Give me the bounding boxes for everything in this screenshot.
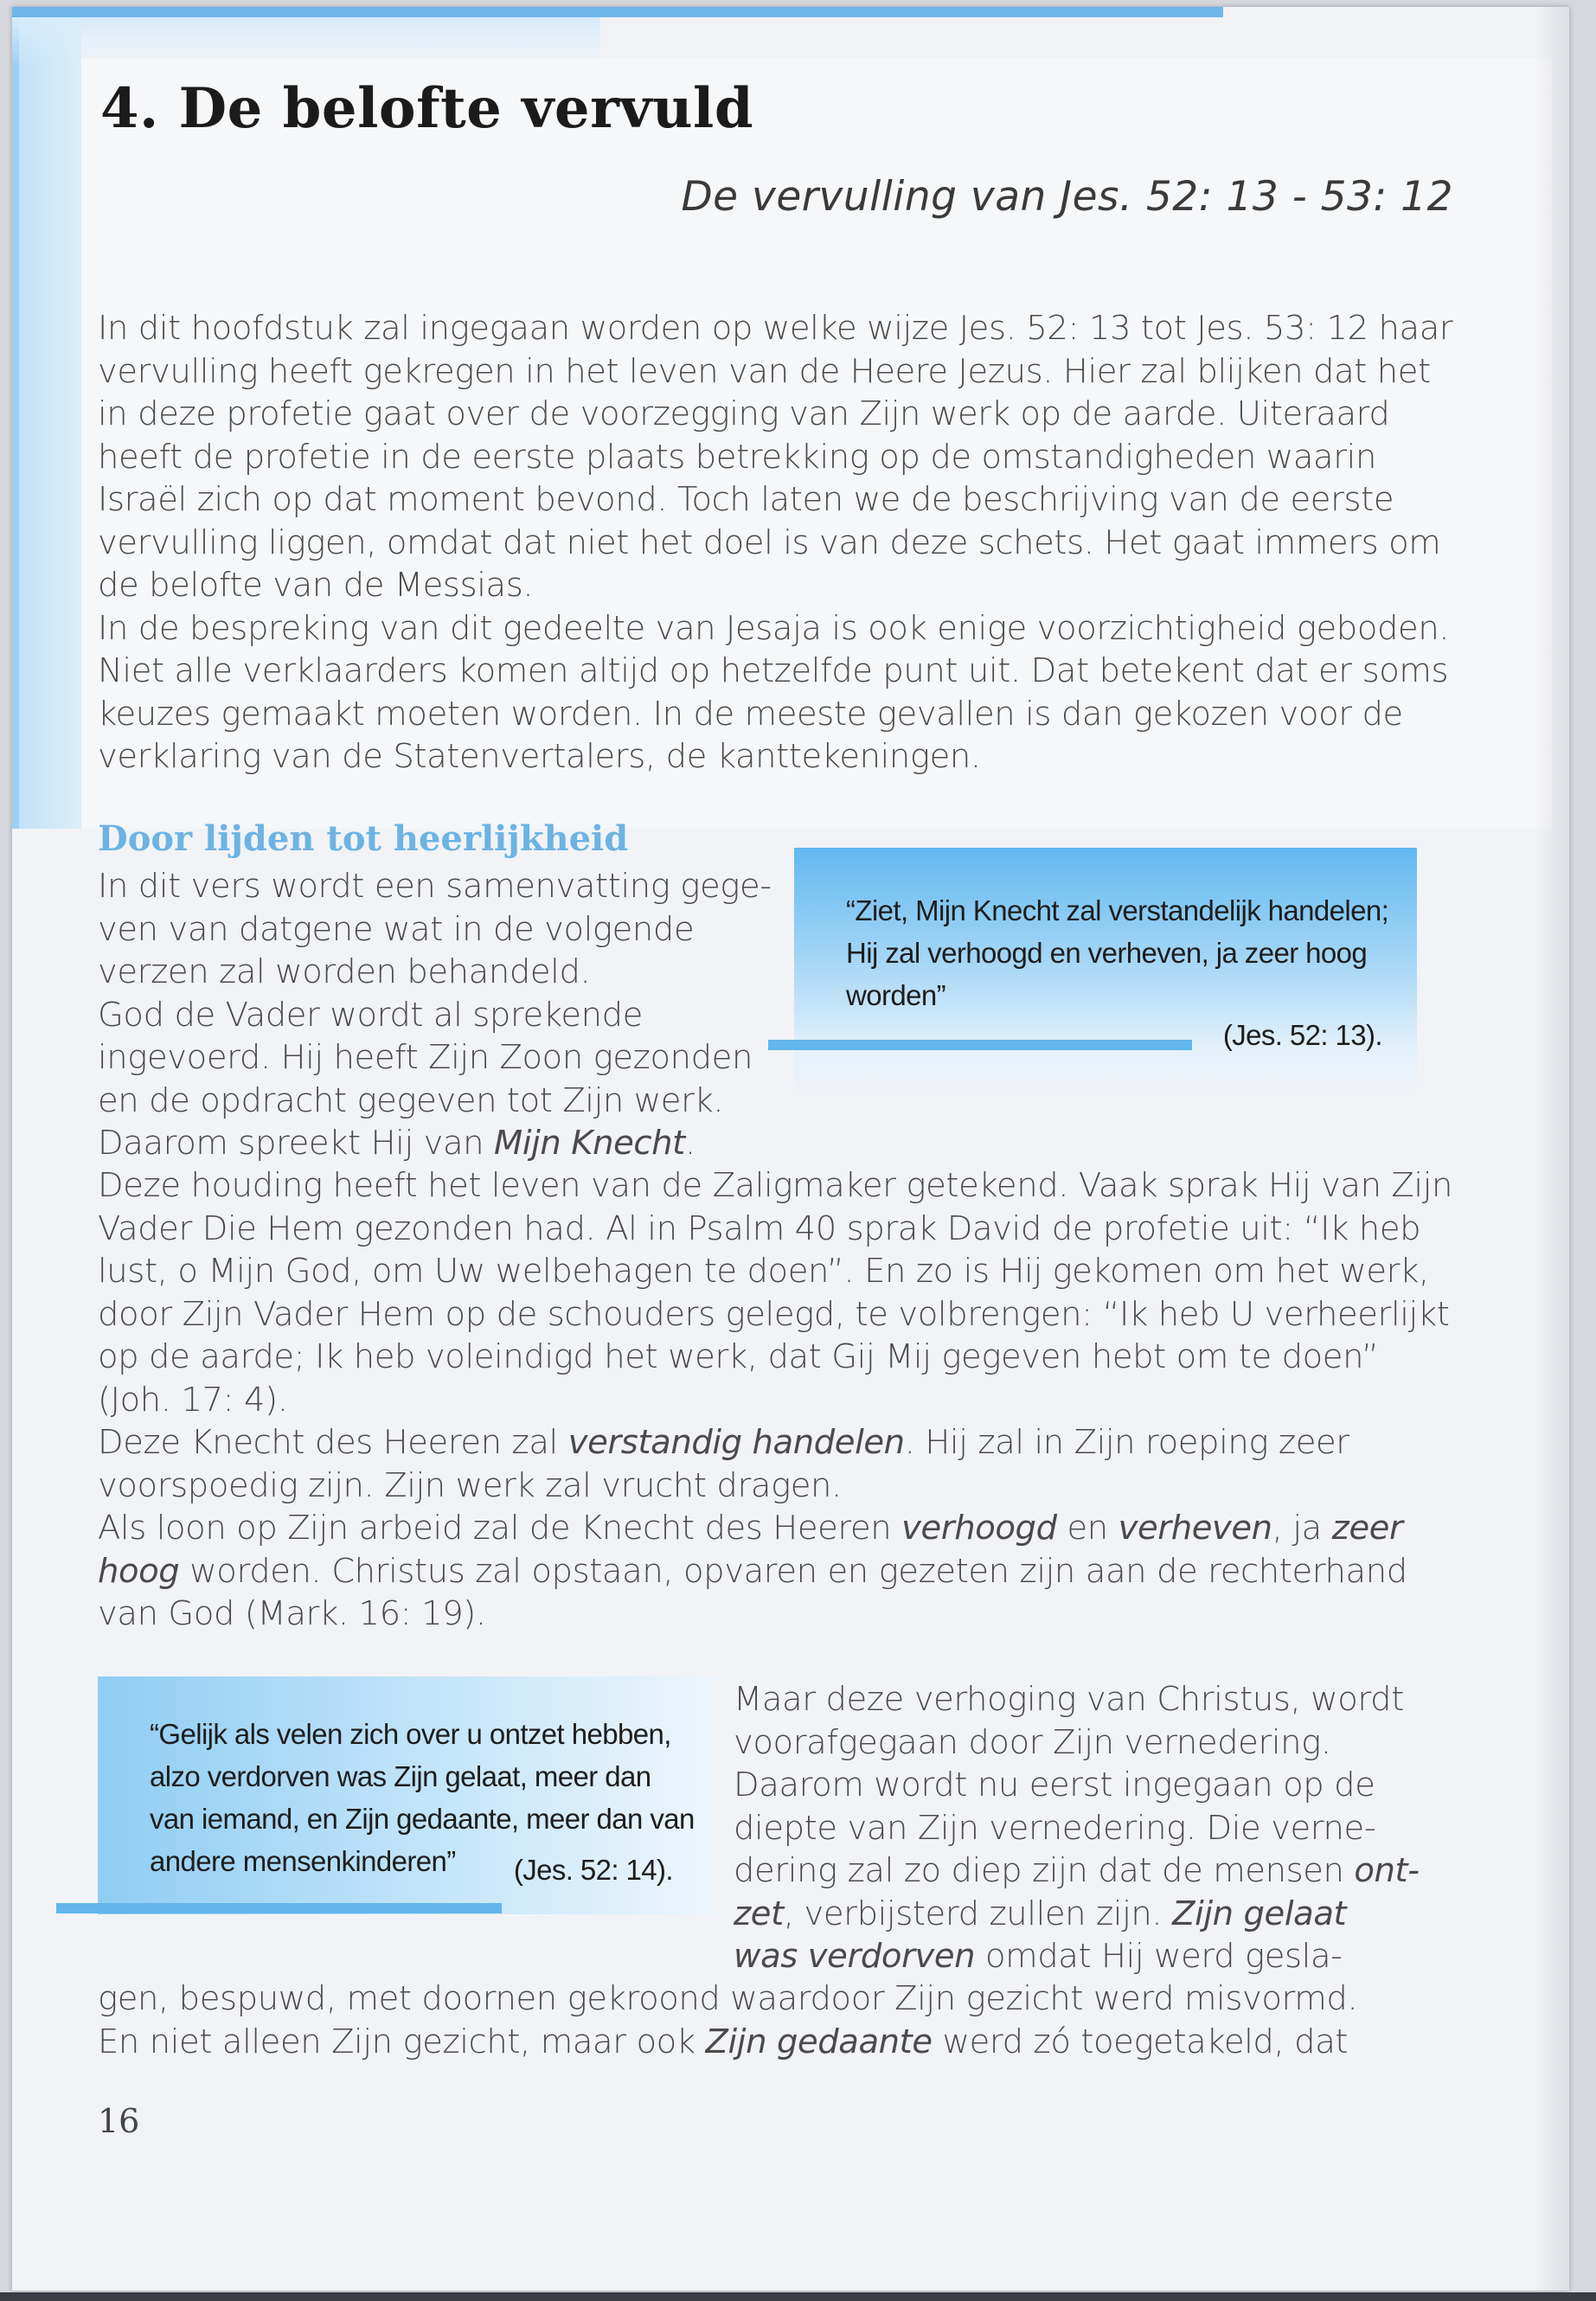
section2-body-text: [98, 1977, 1456, 2063]
italic-phrase: ont-: [1354, 1851, 1420, 1890]
decorative-side-bar-edge: [12, 7, 19, 829]
section1-body-text: [98, 1164, 1456, 1636]
chapter-subtitle: De vervulling van Jes. 52: 13 - 53: 12: [681, 173, 1453, 221]
chapter-title: 4. De belofte vervuld: [100, 76, 754, 141]
italic-phrase: verhoogd: [901, 1509, 1057, 1548]
paragraph-loon: Als loon op Zijn arbeid zal de Knecht des Heeren verhoogd en verheven, ja zeer hoog worden. Christus zal opstaan, opvaren en gezeten zijn aan de rechterhand van God (Mark. 16: 19).: [98, 1509, 1407, 1633]
page-edge-shade: [1535, 7, 1569, 2291]
bible-quote-box: [98, 1676, 716, 1914]
text-line: en de opdracht gegeven tot Zijn werk.: [98, 1080, 724, 1120]
italic-phrase: Zijn gedaante: [705, 2022, 933, 2061]
text-line: In dit vers wordt een samenvatting gege-: [98, 867, 772, 906]
text-line: was verdorven omdat Hij werd gesla-: [734, 1937, 1343, 1976]
text-line: Maar deze verhoging van Christus, wordt: [734, 1680, 1404, 1719]
quote-reference: (Jes. 52: 13).: [1222, 1019, 1382, 1051]
decorative-top-fade: [12, 17, 600, 65]
intro-text: [98, 307, 1456, 779]
text-line: gen, bespuwd, met doornen gekroond waardoor Zijn gezicht werd misvormd.: [98, 1979, 1358, 2018]
quote-underline-bar: [56, 1903, 502, 1913]
section-heading: Door lijden tot heerlijkheid: [98, 818, 629, 859]
text-line: Daarom wordt nu eerst ingegaan op de: [734, 1766, 1375, 1804]
text-line: En niet alleen Zijn gezicht, maar ook Zijn gedaante werd zó toegetakeld, dat: [98, 2022, 1349, 2061]
paragraph-houding: Deze houding heeft het leven van de Zaligmaker getekend. Vaak sprak Hij van Zijn Vader Die Hem gezonden had. Al in Psalm 40 sprak David de profetie uit: “Ik heb lust, o Mijn God, om Uw welbehagen te doen”. En zo is Hij gekomen om het werk, door Zijn Vader Hem op de schouders gelegd, te volbrengen: “Ik heb U verheerlijkt op de aarde; Ik heb voleindigd het werk, dat Gij Mij gegeven hebt om te doen” (Joh. 17: 4).: [98, 1166, 1452, 1420]
page-number: 16: [98, 2102, 140, 2140]
italic-phrase: Zijn gelaat: [1172, 1894, 1347, 1933]
italic-phrase: was verdorven: [734, 1937, 976, 1976]
text-line: Daarom spreekt Hij van Mijn Knecht.: [98, 1124, 695, 1163]
text-line: ven van datgene wat in de volgende: [98, 909, 695, 949]
text-line: diepte van Zijn vernedering. Die verne-: [734, 1808, 1376, 1848]
text-line: dering zal zo diep zijn dat de mensen ont-: [734, 1851, 1420, 1890]
text-line: verzen zal worden behandeld.: [98, 952, 591, 991]
intro-paragraph-2: In de bespreking van dit gedeelte van Jesaja is ook enige voorzichtigheid geboden. Niet alle verklaarders komen altijd op hetzelfde punt uit. Dat betekent dat er soms keuzes gemaakt moeten worden. In de meeste gevallen is dan gekozen voor de verklaring van de Statenvertalers, de kanttekeningen.: [98, 608, 1450, 776]
text-line: ingevoerd. Hij heeft Zijn Zoon gezonden: [98, 1038, 753, 1077]
quote-reference: (Jes. 52: 14).: [513, 1854, 673, 1886]
bible-quote-box: [794, 848, 1417, 1099]
text-line: zet, verbijsterd zullen zijn. Zijn gelaat: [734, 1894, 1347, 1933]
italic-phrase: verstandig handelen: [567, 1423, 905, 1462]
italic-phrase: verheven: [1118, 1509, 1272, 1548]
section1-column-text: [98, 865, 876, 1165]
quote-text: “Gelijk als velen zich over u ontzet hebben, alzo verdorven was Zijn gelaat, meer dan van iemand, en Zijn gedaante, meer dan van andere mensenkinderen”: [150, 1718, 695, 1877]
paragraph-knecht: Deze Knecht des Heeren zal verstandig handelen. Hij zal in Zijn roeping zeer voorspoedig zijn. Zijn werk zal vrucht dragen.: [98, 1423, 1349, 1505]
text-line: voorafgegaan door Zijn vernedering.: [734, 1722, 1331, 1762]
decorative-top-bar: [12, 7, 1223, 17]
intro-paragraph-1: In dit hoofdstuk zal ingegaan worden op welke wijze Jes. 52: 13 tot Jes. 53: 12 haar vervulling heeft gekregen in het leven van de Heere Jezus. Hier zal blijken dat het in deze profetie gaat over de voorzegging van Zijn werk op de aarde. Uiteraard heeft de profetie in de eerste plaats betrekking op de omstandigheden waarin Israël zich op dat moment bevond. Toch laten we de beschrijving van de eerste vervulling liggen, omdat dat niet het doel is van deze schets. Het gaat immers om de belofte van de Messias.: [98, 309, 1453, 605]
italic-phrase: zeer hoog: [98, 1509, 1403, 1591]
italic-phrase: Mijn Knecht: [494, 1124, 685, 1163]
italic-phrase: zet: [734, 1894, 784, 1933]
decorative-side-bar: [12, 7, 81, 829]
quote-text: “Ziet, Mijn Knecht zal verstandelijk handelen; Hij zal verhoogd en verheven, ja zeer hoog worden”: [846, 894, 1389, 1011]
scan-bottom-edge: [0, 2292, 1596, 2301]
section2-column-text: [734, 1678, 1443, 1978]
text-line: God de Vader wordt al sprekende: [98, 995, 643, 1035]
